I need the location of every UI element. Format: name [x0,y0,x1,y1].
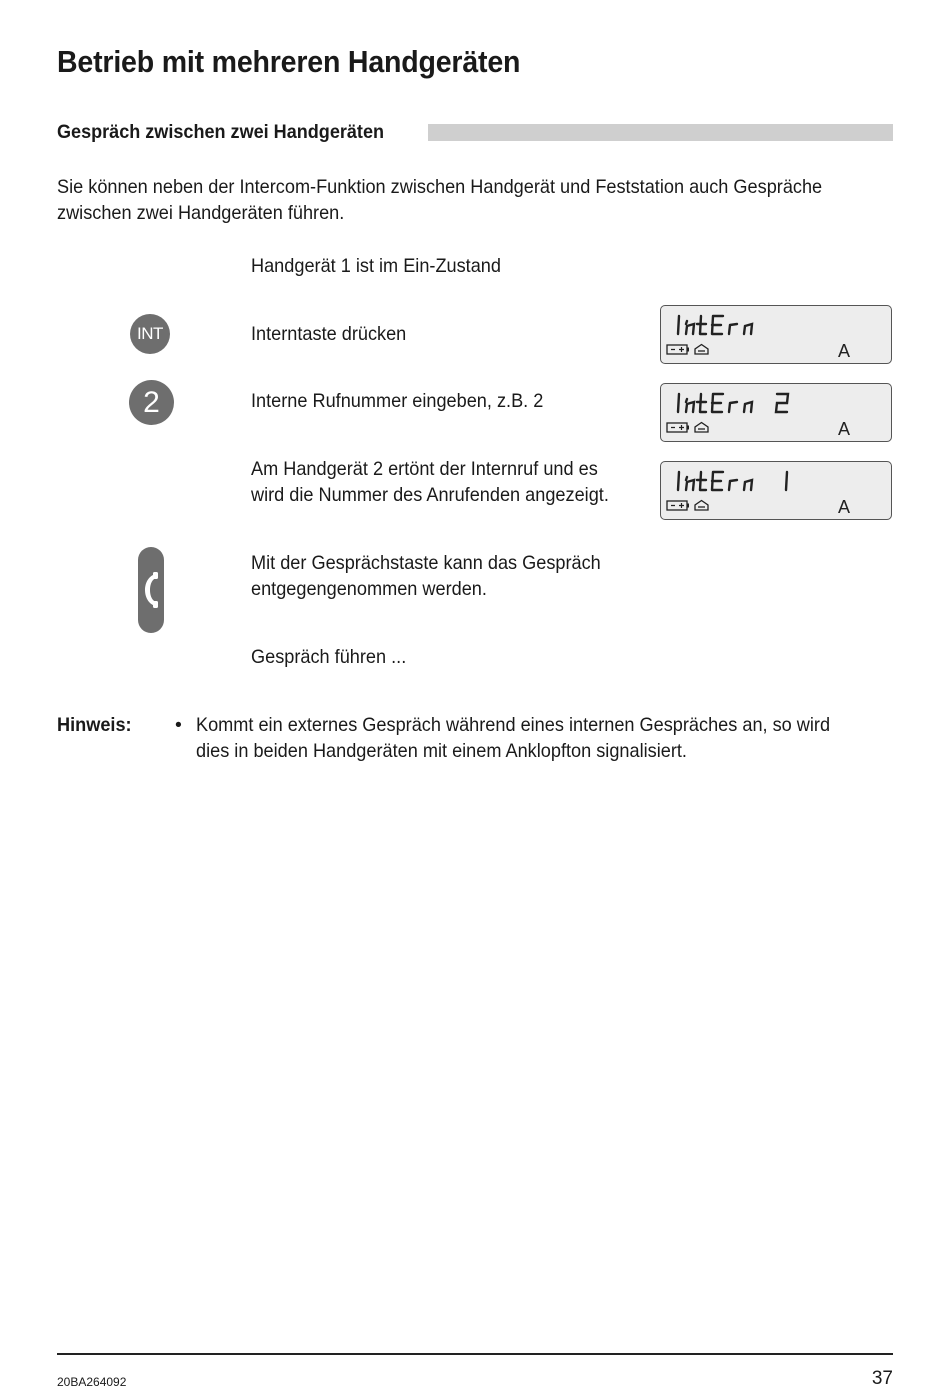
step-5-line-2: entgegengenommen werden. [251,578,487,600]
battery-and-base-icon [666,421,716,435]
step-1-text [251,253,501,279]
step-4-line-2: wird die Nummer des Anrufenden angezeigt. [251,484,609,506]
talk-key-icon [138,547,164,633]
battery-and-base-icon [666,343,716,357]
section-heading-bar [428,124,893,141]
step-6-text [251,644,406,670]
footer-rule [57,1353,893,1355]
lcd-segment-text-3 [673,468,803,494]
step-2-line-1: Interntaste drücken [251,323,407,345]
lcd-display-3 [660,461,892,520]
lcd-indicator-a: A [837,497,850,517]
note-line-1: Kommt ein externes Gespräch während eines internen Gespräches an, so wird [196,714,831,736]
int-key-icon: INT [130,314,170,354]
step-1-line-1: Handgerät 1 ist im Ein-Zustand [251,255,501,277]
page-title: Betrieb mit mehreren Handgeräten [57,44,521,79]
step-4-text [251,456,609,508]
step-5-text [251,550,601,602]
document-number: 20BA264092 [57,1375,127,1387]
page-number: 37 [871,1368,893,1387]
lcd-segment-text-2 [673,390,803,416]
step-2-text [251,321,406,347]
step-3-text [251,388,543,414]
lcd-display-1 [660,305,892,364]
lcd-segment-text-1 [673,312,783,338]
note-label: Hinweis: [57,714,132,736]
intro-line-1: Sie können neben der Intercom-Funktion zwischen Handgerät und Feststation auch Gespräche [57,176,823,198]
intro-paragraph [57,174,838,226]
digit-2-key-icon: 2 [129,380,174,425]
section-heading: Gespräch zwischen zwei Handgeräten [57,122,385,143]
note-text [196,712,830,764]
step-5-line-1: Mit der Gesprächstaste kann das Gespräch [251,552,601,574]
battery-and-base-icon [666,499,716,513]
step-6-line-1: Gespräch führen ... [251,646,407,668]
note-bullet: • [175,714,182,736]
note-line-2: dies in beiden Handgeräten mit einem Anklopfton signalisiert. [196,740,687,762]
step-4-line-1: Am Handgerät 2 ertönt der Internruf und es [251,458,598,480]
step-3-line-1: Interne Rufnummer eingeben, z.B. 2 [251,390,544,412]
intro-line-2: zwischen zwei Handgeräten führen. [57,202,345,224]
lcd-indicator-a: A [837,341,850,361]
lcd-indicator-a: A [837,419,850,439]
lcd-display-2 [660,383,892,442]
